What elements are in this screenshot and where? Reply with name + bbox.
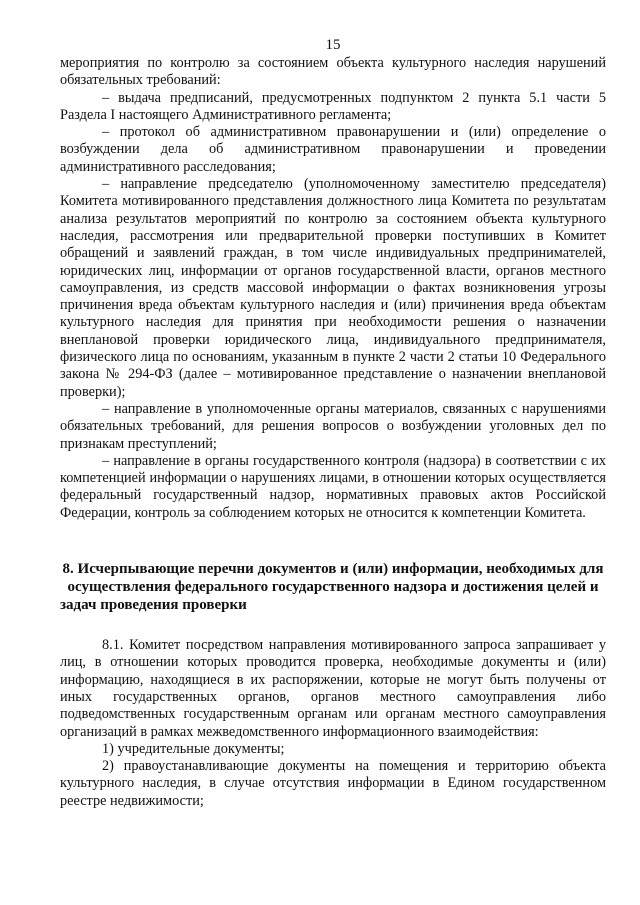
paragraph: – выдача предписаний, предусмотренных подпунктом 2 пункта 5.1 части 5 Раздела I настоящего Административного регламента;: [60, 89, 606, 123]
paragraph-group-top: [60, 55, 606, 522]
paragraph: – протокол об административном правонарушении и (или) определение о возбуждении дела об административном правонарушении и проведении административного расследования;: [60, 124, 606, 175]
paragraph: – направление в органы государственного контроля (надзора) в соответствии с их компетенцией информации о нарушениях лицами, в отношении которых осуществляется федеральный государственный надзор, нормативных правовых актов Российской Федерации, контроль за соблюдением которых не относится к компетенции Комитета.: [60, 452, 606, 521]
section-heading: 8. Исчерпывающие перечни документов и (или) информации, необходимых для осуществления федерального государственного надзора и достижения целей и задач проведения проверки: [60, 561, 604, 614]
document-body: [60, 55, 606, 810]
list-item: 2) правоустанавливающие документы на помещения и территорию объекта культурного наследия, в случае отсутствия информации в Едином государственном реестре недвижимости;: [60, 758, 606, 809]
paragraph: мероприятия по контролю за состоянием объекта культурного наследия нарушений обязательных требований:: [60, 55, 606, 89]
paragraph: 8.1. Комитет посредством направления мотивированного запроса запрашивает у лиц, в отношении которых проводится проверка, необходимые документы и (или) информацию, находящиеся в их распоряжении, которые не могут быть получены от иных государственных органов, органов местного самоуправления либо подведомственных государственным органам или органам местного самоуправления организаций в рамках межведомственного информационного взаимодействия:: [60, 637, 606, 740]
list-item: 1) учредительные документы;: [102, 740, 285, 757]
paragraph-group-bottom: [60, 637, 606, 810]
paragraph: – направление председателю (уполномоченному заместителю председателя) Комитета мотивированного представления должностного лица Комитета по результатам анализа результатов мероприятий по контролю за состоянием объекта культурного наследия, рассмотрения или предварительной проверки поступивших в Комитет обращений и заявлений граждан, в том числе индивидуальных предпринимателей, юридических лиц, информации от органов государственной власти, органов местного самоуправления, из средств массовой информации о фактах возникновения угрозы причинения вреда объектам культурного наследия и (или) причинения вреда объектам культурного наследия для принятия при необходимости решения о назначении внеплановой проверки юридического лица, индивидуального предпринимателя, физического лица по основаниям, указанным в пункте 2 части 2 статьи 10 Федерального закона № 294-ФЗ (далее – мотивированное представление о назначении внеплановой проверки);: [60, 176, 606, 400]
paragraph: – направление в уполномоченные органы материалов, связанных с нарушениями обязательных требований, для решения вопросов о возбуждении уголовных дел по признакам преступлений;: [60, 400, 606, 452]
page-number: 15: [325, 37, 341, 53]
document-page: [60, 0, 606, 905]
